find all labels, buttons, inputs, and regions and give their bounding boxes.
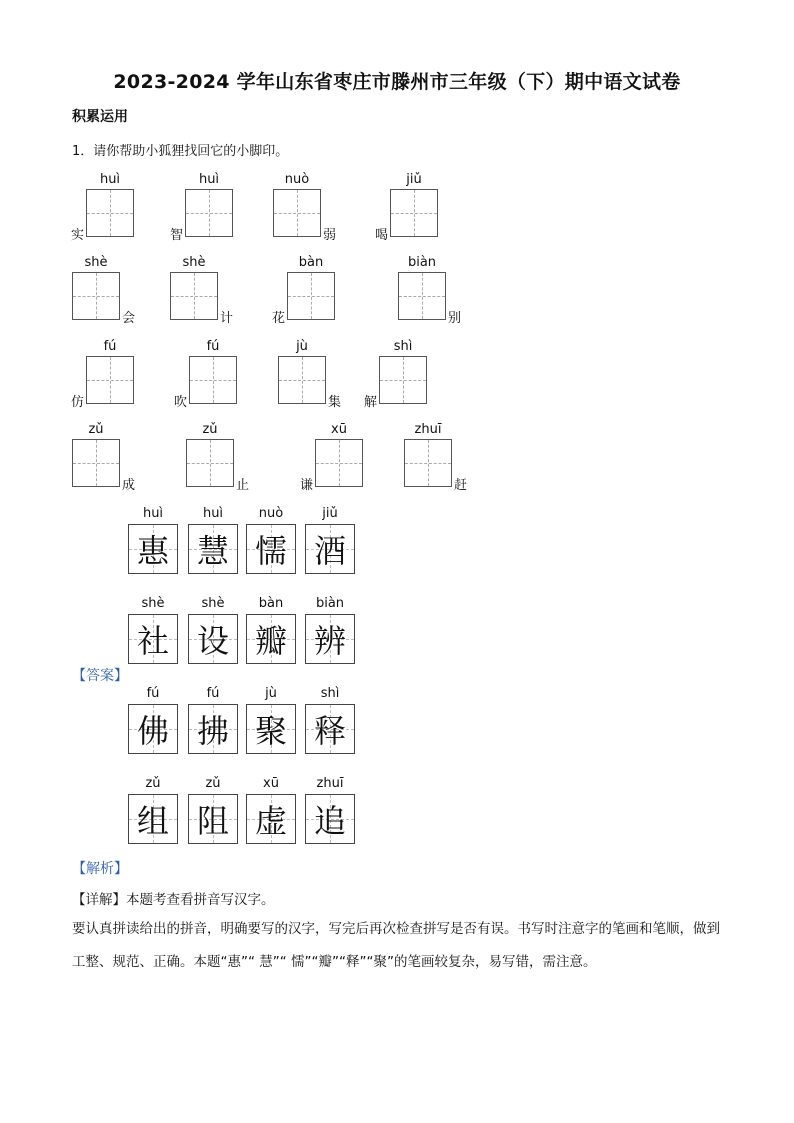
context-char: 仿 xyxy=(71,395,85,410)
answer-pinyin: bàn xyxy=(258,596,284,611)
answer-box xyxy=(246,614,296,664)
page-title: 2023-2024 学年山东省枣庄市滕州市三年级（下）期中语文试卷 xyxy=(113,71,681,93)
answer-pinyin: jù xyxy=(265,686,277,701)
answer-pinyin: nuò xyxy=(258,506,284,521)
pinyin-label: huì xyxy=(198,172,220,187)
answer-box xyxy=(305,524,355,574)
writing-box[interactable] xyxy=(379,356,427,404)
context-char: 喝 xyxy=(375,228,389,243)
writing-box[interactable] xyxy=(185,189,233,237)
answer-pinyin: shì xyxy=(320,686,340,701)
answer-box xyxy=(128,614,178,664)
pinyin-label: shì xyxy=(393,339,413,354)
context-char: 智 xyxy=(170,228,184,243)
answer-char: 社 xyxy=(136,622,169,660)
answer-char: 惠 xyxy=(136,532,169,570)
answer-char: 追 xyxy=(313,802,346,840)
answer-box xyxy=(128,524,178,574)
writing-box[interactable] xyxy=(390,189,438,237)
writing-box[interactable] xyxy=(86,189,134,237)
question-text: 1．请你帮助小狐狸找回它的小脚印。 xyxy=(72,144,289,159)
writing-box[interactable] xyxy=(273,189,321,237)
answer-box xyxy=(188,614,238,664)
context-char: 花 xyxy=(272,311,286,326)
pinyin-label: huì xyxy=(99,172,121,187)
answer-pinyin: shè xyxy=(141,596,165,611)
pinyin-label: zǔ xyxy=(202,422,218,437)
writing-box[interactable] xyxy=(72,272,120,320)
writing-box[interactable] xyxy=(287,272,335,320)
pinyin-label: shè xyxy=(182,255,206,270)
answer-pinyin: zhuī xyxy=(316,776,344,791)
answer-pinyin: xū xyxy=(263,776,279,791)
pinyin-label: zhuī xyxy=(414,422,442,437)
context-char: 实 xyxy=(71,228,85,243)
context-char: 谦 xyxy=(300,478,314,493)
detail-text: 【详解】本题考查看拼音写汉字。 xyxy=(72,892,275,908)
pinyin-label: nuò xyxy=(284,172,310,187)
pinyin-label: fú xyxy=(206,339,220,354)
writing-box[interactable] xyxy=(170,272,218,320)
section-heading: 积累运用 xyxy=(72,109,128,125)
answer-pinyin: huì xyxy=(142,506,164,521)
writing-box[interactable] xyxy=(72,439,120,487)
answer-pinyin: jiǔ xyxy=(322,506,338,521)
writing-box[interactable] xyxy=(278,356,326,404)
answer-tag: 【答案】 xyxy=(72,668,128,684)
context-char: 成 xyxy=(122,478,136,493)
answer-char: 佛 xyxy=(136,712,169,750)
pinyin-label: xū xyxy=(331,422,347,437)
answer-char: 阻 xyxy=(196,802,229,840)
answer-char: 懦 xyxy=(254,532,287,570)
explanation-text: 要认真拼读给出的拼音，明确要写的汉字，写完后再次检查拼写是否有误。书写时注意字的笔画和笔顺，做到工整、规范、正确。本题“惠”“ 慧”“ 懦”“瓣”“释”“聚”的笔画较复杂，易写错，需注意。 xyxy=(72,921,720,970)
pinyin-label: fú xyxy=(103,339,117,354)
context-char: 别 xyxy=(448,311,462,326)
answer-box xyxy=(305,794,355,844)
writing-box[interactable] xyxy=(398,272,446,320)
context-char: 弱 xyxy=(323,228,337,243)
answer-box xyxy=(128,794,178,844)
answer-pinyin: fú xyxy=(146,686,160,701)
answer-char: 释 xyxy=(313,712,346,750)
context-char: 计 xyxy=(220,311,234,326)
answer-box xyxy=(188,704,238,754)
pinyin-label: zǔ xyxy=(88,422,104,437)
context-char: 吹 xyxy=(174,395,188,410)
answer-box xyxy=(246,794,296,844)
context-char: 止 xyxy=(236,478,250,493)
answer-char: 设 xyxy=(196,622,229,660)
answer-box xyxy=(188,524,238,574)
pinyin-label: biàn xyxy=(407,255,437,270)
answer-char: 慧 xyxy=(196,532,229,570)
writing-box[interactable] xyxy=(186,439,234,487)
answer-box xyxy=(305,614,355,664)
answer-box xyxy=(188,794,238,844)
context-char: 解 xyxy=(364,395,378,410)
writing-box[interactable] xyxy=(86,356,134,404)
writing-box[interactable] xyxy=(189,356,237,404)
answer-pinyin: shè xyxy=(201,596,225,611)
answer-pinyin: zǔ xyxy=(205,776,221,791)
pinyin-label: jiǔ xyxy=(406,172,422,187)
pinyin-label: bàn xyxy=(298,255,324,270)
answer-char: 组 xyxy=(136,802,169,840)
answer-box xyxy=(305,704,355,754)
answer-char: 拂 xyxy=(196,712,229,750)
pinyin-label: jù xyxy=(296,339,308,354)
context-char: 会 xyxy=(122,311,136,326)
answer-char: 聚 xyxy=(254,712,287,750)
answer-pinyin: biàn xyxy=(315,596,345,611)
answer-char: 辨 xyxy=(313,622,346,660)
answer-char: 酒 xyxy=(313,532,346,570)
answer-pinyin: huì xyxy=(202,506,224,521)
answer-pinyin: zǔ xyxy=(145,776,161,791)
answer-char: 虚 xyxy=(254,802,287,840)
answer-box xyxy=(128,704,178,754)
answer-box xyxy=(246,524,296,574)
answer-pinyin: fú xyxy=(206,686,220,701)
context-char: 赶 xyxy=(454,478,468,493)
answer-char: 瓣 xyxy=(254,622,287,660)
writing-box[interactable] xyxy=(315,439,363,487)
context-char: 集 xyxy=(328,395,342,410)
writing-box[interactable] xyxy=(404,439,452,487)
pinyin-label: shè xyxy=(84,255,108,270)
answer-box xyxy=(246,704,296,754)
analysis-tag: 【解析】 xyxy=(72,861,128,877)
